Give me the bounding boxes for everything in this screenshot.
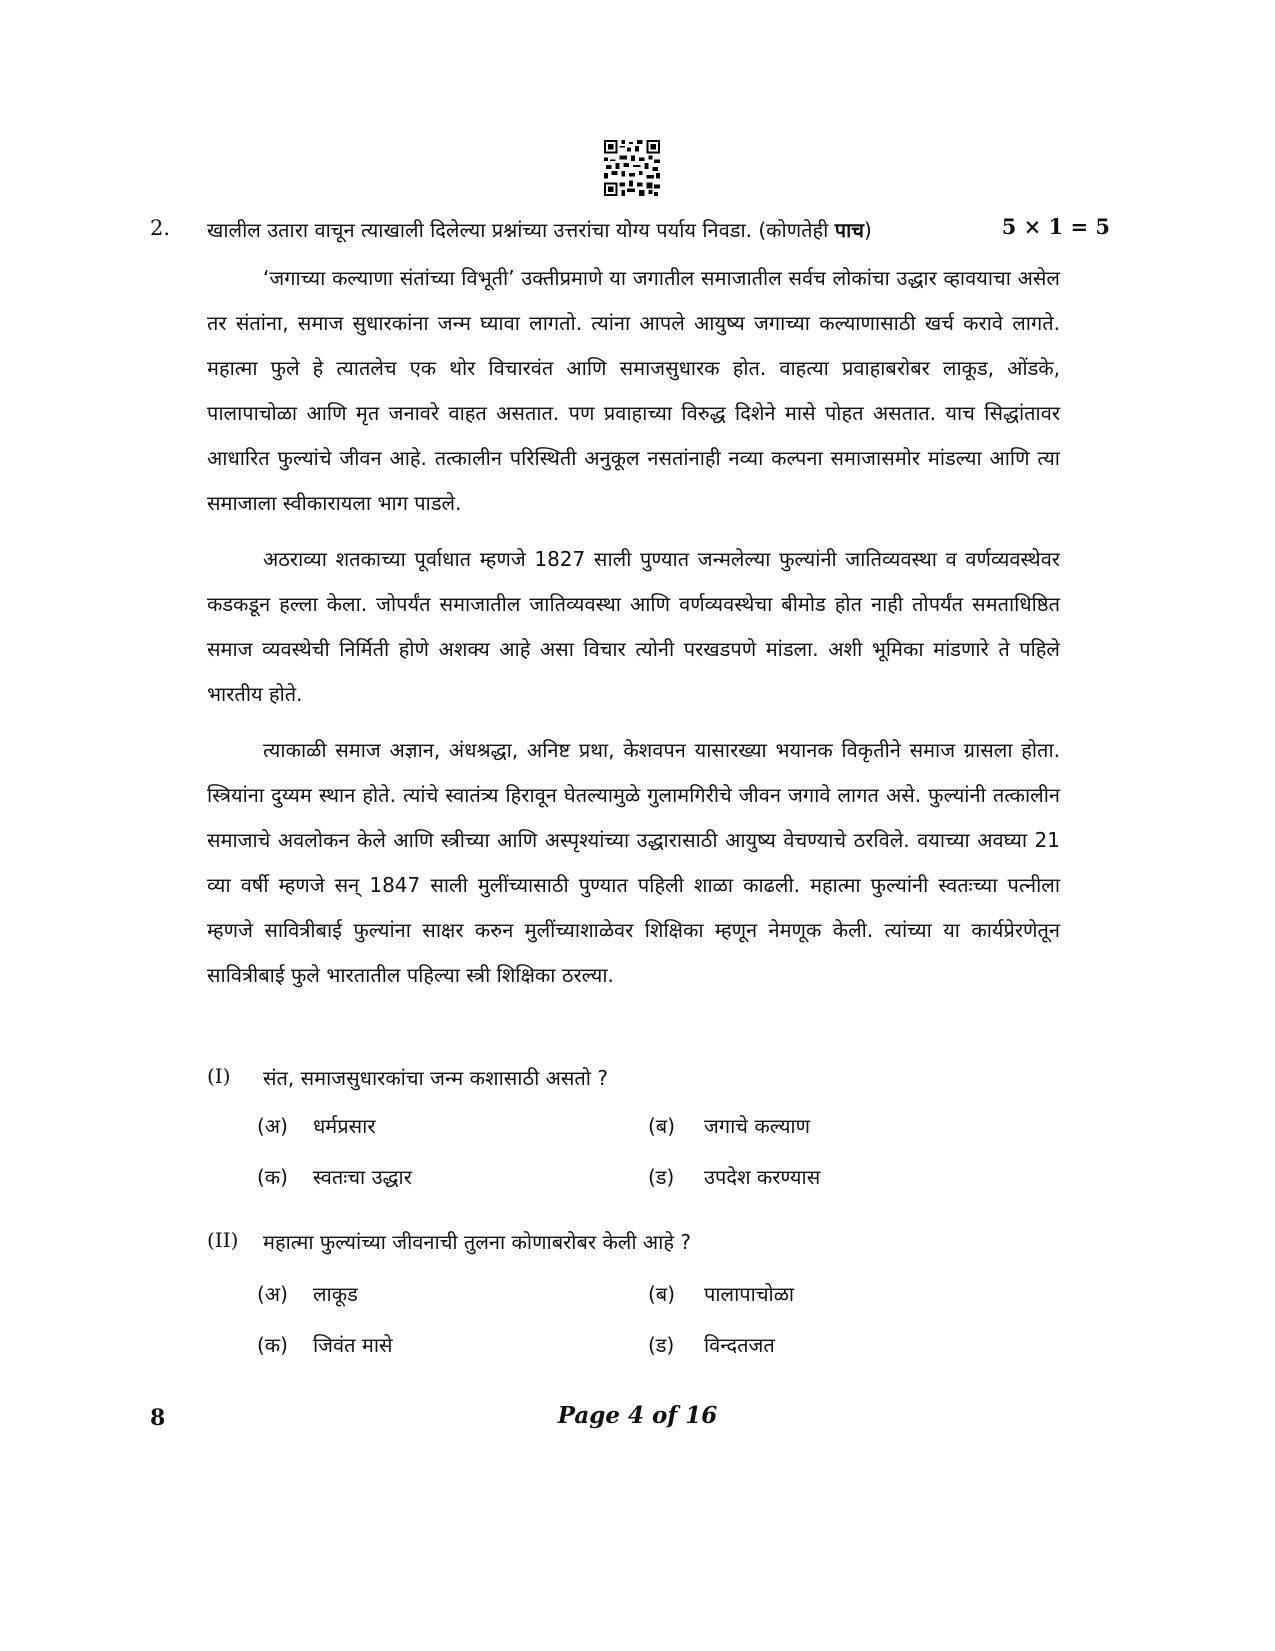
passage-paragraph: त्याकाळी समाज अज्ञान, अंधश्रद्धा, अनिष्ट प्रथा, केशवपन यासारख्या भयानक विकृतीने समाज ग्रासला होता. स्त्रियांना दुय्यम स्थान होते. त्यांचे स्वातंत्र्य हिरावून घेतल्यामुळे गुलामगिरीचे जीवन जगावे लागत असे. फुल्यांनी तत्कालीन समाजाचे अवलोकन केले आणि स्त्रीच्या आणि अस्पृश्यांच्या उद्धारासाठी आयुष्य वेचण्याचे ठरविले. वयाच्या अवघ्या 21 व्या वर्षी म्हणजे सन् 1847 साली मुलींच्यासाठी पुण्यात पहिली शाळा काढली. महात्मा फुल्यांनी स्वतःच्या पत्नीला म्हणजे सावित्रीबाई फुल्यांना साक्षर करुन मुलींच्याशाळेवर शिक्षिका म्हणून नेमणूक केली. त्यांच्या या कार्यप्रेरणेतून सावित्रीबाई फुले भारतातील पहिल्या स्त्री शिक्षिका ठरल्या. (207, 738, 1060, 987)
instruction-bold: पाच (834, 218, 864, 242)
instruction-end: ) (863, 218, 872, 242)
subquestion-text: संत, समाजसुधारकांचा जन्म कशासाठी असतो ? (263, 1066, 608, 1090)
option-d[interactable] (648, 1163, 820, 1190)
question-number: 2. (150, 216, 171, 240)
option-b[interactable] (648, 1112, 810, 1139)
option-text: पालापाचोळा (704, 1282, 795, 1306)
option-tag: (क) (257, 1165, 288, 1189)
page-number: Page 4 of 16 (557, 1402, 718, 1429)
option-a[interactable] (257, 1112, 376, 1139)
question-header (150, 212, 1110, 252)
footer-code: 8 (150, 1405, 166, 1431)
option-tag: (ड) (648, 1333, 675, 1357)
passage-paragraph: ‘जगाच्या कल्याणा संतांच्या विभूती’ उक्तीप्रमाणे या जगातील समाजातील सर्वच लोकांचा उद्धार व्हावयाचा असेल तर संतांना, समाज सुधारकांना जन्म घ्यावा लागतो. त्यांना आपले आयुष्य जगाच्या कल्याणासाठी खर्च करावे लागते. महात्मा फुले हे त्यातलेच एक थोर विचारवंत आणि समाजसुधारक होत. वाहत्या प्रवाहाबरोबर लाकूड, ओंडके, पालापाचोळा आणि मृत जनावरे वाहत असतात. पण प्रवाहाच्या विरुद्ध दिशेने मासे पोहत असतात. याच सिद्धांतावर आधारित फुल्यांचे जीवन आहे. तत्कालीन परिस्थिती अनुकूल नसतांनाही नव्या कल्पना समाजासमोर मांडल्या आणि त्या समाजाला स्वीकारायला भाग पाडले. (207, 266, 1060, 515)
option-text: उपदेश करण्यास (704, 1165, 821, 1189)
marks-label: 5 × 1 = 5 (1001, 214, 1110, 239)
option-c[interactable] (257, 1331, 393, 1358)
option-text: जगाचे कल्याण (704, 1114, 811, 1138)
question-instruction (207, 216, 872, 243)
option-c[interactable] (257, 1163, 412, 1190)
option-tag: (अ) (257, 1114, 288, 1138)
option-text: स्वतःचा उद्धार (313, 1165, 412, 1189)
subquestion-number: (II) (207, 1228, 239, 1252)
passage-paragraph: अठराव्या शतकाच्या पूर्वाधात म्हणजे 1827 साली पुण्यात जन्मलेल्या फुल्यांनी जातिव्यवस्था व वर्णव्यवस्थेवर कडकडून हल्ला केला. जोपर्यंत समाजातील जातिव्यवस्था आणि वर्णव्यवस्थेचा बीमोड होत नाही तोपर्यंत समताधिष्ठित समाज व्यवस्थेची निर्मिती होणे अशक्य आहे असा विचार त्योनी परखडपणे मांडला. अशी भूमिका मांडणारे ते पहिले भारतीय होते. (207, 547, 1060, 706)
option-text: लाकूड (313, 1282, 358, 1306)
option-tag: (अ) (257, 1282, 288, 1306)
qr-code-icon (604, 140, 660, 196)
option-tag: (ब) (648, 1114, 676, 1138)
option-tag: (क) (257, 1333, 288, 1357)
option-d[interactable] (648, 1331, 775, 1358)
option-a[interactable] (257, 1280, 358, 1307)
instruction-text: खालील उतारा वाचून त्याखाली दिलेल्या प्रश्नांच्या उत्तरांचा योग्य पर्याय निवडा. (कोणतेही (207, 218, 829, 242)
reading-passage (207, 256, 1060, 1009)
subquestion-number: (I) (207, 1064, 231, 1088)
option-text: जिवंत मासे (313, 1333, 393, 1357)
option-text: धर्मप्रसार (313, 1114, 376, 1138)
option-tag: (ड) (648, 1165, 675, 1189)
option-text: विन्दतजत (704, 1333, 775, 1357)
option-b[interactable] (648, 1280, 794, 1307)
option-tag: (ब) (648, 1282, 676, 1306)
subquestion-text: महात्मा फुल्यांच्या जीवनाची तुलना कोणाबरोबर केली आहे ? (263, 1230, 691, 1254)
